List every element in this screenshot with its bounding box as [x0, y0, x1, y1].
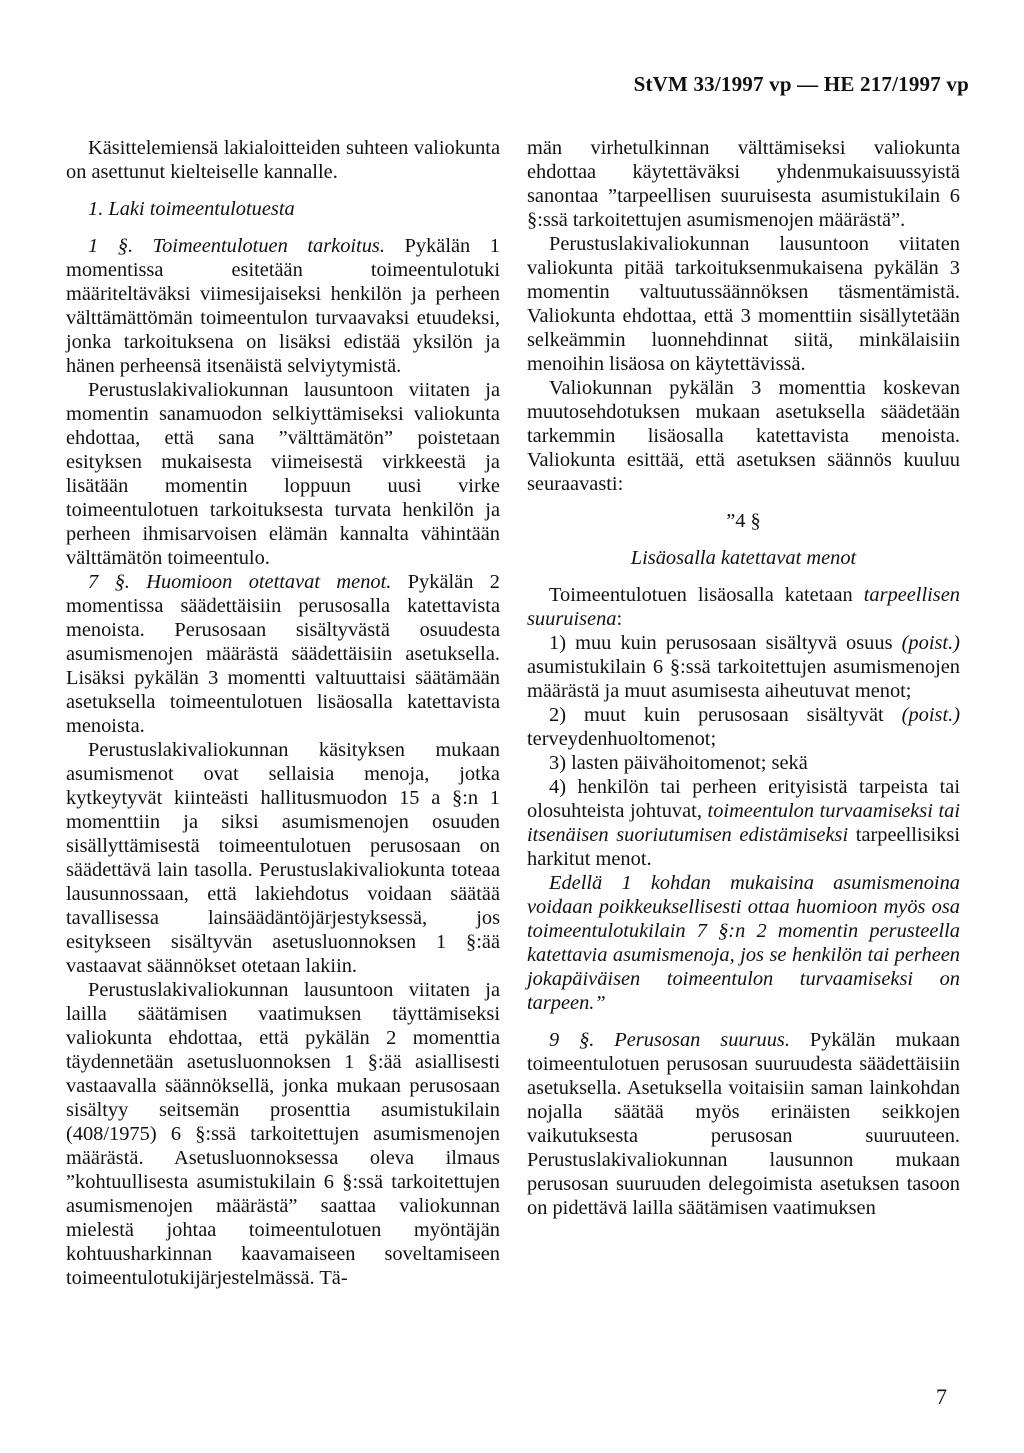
right-column — [527, 136, 960, 1220]
section-7-paragraph — [66, 570, 500, 738]
quote-intro-italic: tarpeellisen suuruisena — [527, 584, 960, 630]
item-4-italic: toimeentulon turvaamiseksi tai itsenäisen suoriutumisen edistämiseksi — [527, 800, 960, 846]
quote-section-number: ”4 § — [726, 510, 761, 532]
intro-paragraph: Käsittelemiensä lakialoitteiden suhteen valiokunta on asettunut kielteiselle kannalle. — [66, 137, 500, 183]
item-1-rest: asumistukilain 6 §:ssä tarkoitettujen asumismenojen määrästä ja muut asumisesta aiheutuvat menot; — [527, 656, 960, 702]
section-9-paragraph — [527, 1028, 960, 1220]
list-item — [527, 703, 960, 751]
item-4-rest: tarpeellisiksi harkitut menot. — [527, 824, 960, 870]
item-2-removed: (poist.) — [901, 704, 960, 726]
paragraph-valiokunta-1: Perustuslakivaliokunnan lausuntoon viitaten ja momentin sanamuodon selkiyttämiseksi valiokunta ehdottaa, että sana ”välttämätön” poistetaan esityksen mukaisesta viimeisestä virkkeestä ja lisätään momentin loppuun uusi virke toimeentulotuen tarkoituksesta turvata henkilön ja perheen ihmisarvoisen elämän kannalta vähintään välttämätön toimeentulo. — [66, 379, 500, 569]
section-1-text: Pykälän 1 momentissa esitetään toimeentulotuki määriteltäväksi viimesijaiseksi henkilön ja perheen välttämättömän toimeentulon turvaavaksi etuudeksi, jonka tarkoituksena on lisäksi edistää yksilön ja hänen perheensä itsenäistä selviytymistä. — [66, 235, 500, 377]
item-2-rest: terveydenhuoltomenot; — [527, 728, 717, 750]
section-7-label: 7 §. Huomioon otettavat menot. — [88, 571, 392, 593]
paragraph-valiokunta-2: Perustuslakivaliokunnan lausuntoon viitaten ja lailla säätämisen vaatimuksen täyttämiseksi valiokunta ehdottaa, että pykälän 2 momenttia täydennetään asetusluonnoksen 1 §:ää asiallisesti vastaavalla säännöksellä, jonka mukaan perusosaan sisältyy seitsemän prosenttia asumistukilain (408/1975) 6 §:ssä tarkoitettujen asumismenojen määrästä. Asetusluonnoksessa oleva ilmaus ”kohtuullisesta asumistukilain 6 §:ssä tarkoitettujen asumismenojen määrästä” saattaa valiokunnan mielestä johtaa toimeentulotuen myöntäjän kohtuusharkinnan kaavamaiseen soveltamiseen toimeentulotukijärjestelmässä. Tä- — [66, 979, 500, 1289]
item-2-text: 2) muut kuin perusosaan sisältyvät — [549, 704, 884, 726]
quote-intro-colon: : — [616, 608, 623, 630]
quote-last-paragraph: Edellä 1 kohdan mukaisina asumismenoina voidaan poikkeuksellisesti ottaa huomioon myös osa toimeentulotukilain 7 §:n 2 momentin perusteella katettavia asumismenoja, jos se henkilön tai perheen jokapäiväisen toimeentulon turvaamiseksi on tarpeen.” — [527, 872, 960, 1014]
list-item: 3) lasten päivähoitomenot; sekä — [549, 752, 808, 774]
section-1-paragraph — [66, 234, 500, 378]
quote-intro — [527, 583, 960, 631]
running-header: StVM 33/1997 vp — HE 217/1997 vp — [633, 72, 969, 96]
paragraph-valtuutus: Perustuslakivaliokunnan lausuntoon viitaten valiokunta pitää tarkoituksenmukaisena pykälän 3 momentin valtuutussäännöksen täsmentämistä. Valiokunta ehdottaa, että 3 momenttiin sisällytetään selkeämmin luonnehdinnat siitä, minkälaisiin menoihin lisäosa on käytettävissä. — [527, 233, 960, 375]
section-7-text: Pykälän 2 momentissa säädettäisiin perusosalla katettavista menoista. Perusosaan sisältyvästä osuudesta asumismenojen määrästä säädettäisiin asetuksella. Lisäksi pykälän 3 momentti valtuuttaisi säätämään asetuksella toimeentulotuen lisäosalla katettavista menoista. — [66, 571, 500, 737]
item-1-removed: (poist.) — [901, 632, 960, 654]
paragraph-asetus: Valiokunnan pykälän 3 momenttia koskevan muutosehdotuksen mukaan asetuksella säädetään tarkemmin lisäosalla katettavista menoista. Valiokunta esittää, että asetuksen säännös kuuluu seuraavasti: — [527, 377, 960, 495]
section-1-label: 1 §. Toimeentulotuen tarkoitus. — [88, 235, 385, 257]
paragraph-kasitys: Perustuslakivaliokunnan käsityksen mukaan asumismenot ovat sellaisia menoja, jotka kytkeytyvät kiinteästi hallitusmuodon 15 a §:n 1 momenttiin ja siksi asumismenojen osuuden sisällyttämisestä toimeentulotuen perusosaan on säädettävä lain tasolla. Perustuslakivaliokunta toteaa lausunnossaan, että lakiehdotus voidaan säätää tavallisessa lainsäädäntöjärjestyksessä, jos esitykseen sisältyvän asetusluonnoksen 1 §:ää vastaavat säännökset otetaan lakiin. — [66, 739, 500, 977]
list-item — [527, 775, 960, 871]
page-number: 7 — [936, 1384, 947, 1409]
list-item — [527, 631, 960, 703]
section-heading-laki: 1. Laki toimeentulotuesta — [88, 198, 295, 220]
section-9-label: 9 §. Perusosan suuruus. — [549, 1029, 790, 1051]
section-9-text: Pykälän mukaan toimeentulotuen perusosan suuruudesta säädettäisiin asetuksella. Asetuksella voitaisiin saman lainkohdan nojalla säätää myös erinäisten seikkojen vaikutuksesta perusosan suuruuteen. Perustuslakivaliokunnan lausunnon mukaan perusosan suuruuden delegoimista asetuksen tasoon on pidettävä lailla säätämisen vaatimuksen — [527, 1029, 960, 1219]
continued-paragraph: män virhetulkinnan välttämiseksi valiokunta ehdottaa käytettäväksi yhdenmukaisuussyistä sanontaa ”tarpeellisen suuruisesta asumistukilain 6 §:ssä tarkoitettujen asumismenojen määrästä”. — [527, 137, 960, 231]
item-4-text: 4) henkilön tai perheen erityisistä tarpeista tai olosuhteista johtuvat, — [527, 776, 960, 822]
quote-section-title: Lisäosalla katettavat menot — [630, 547, 857, 569]
quote-intro-text: Toimeentulotuen lisäosalla katetaan — [549, 584, 853, 606]
left-column — [66, 136, 500, 1290]
item-1-text: 1) muu kuin perusosaan sisältyvä osuus — [549, 632, 893, 654]
